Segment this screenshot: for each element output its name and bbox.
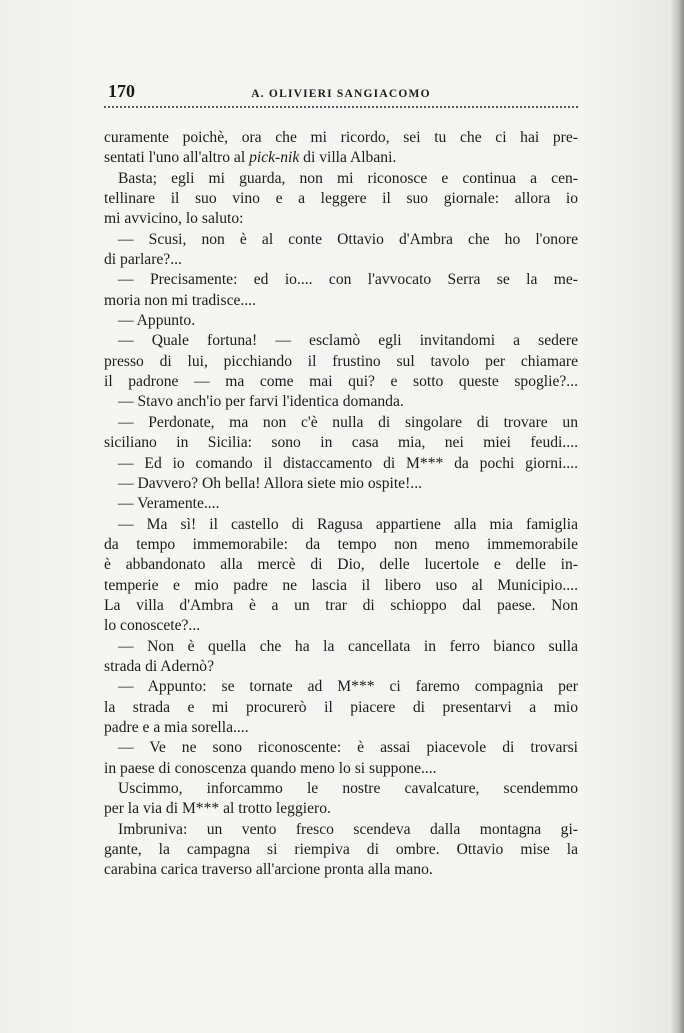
text-line [104, 128, 578, 148]
text-segment: — Veramente.... [118, 495, 220, 513]
text-segment: Uscimmo, inforcammo le nostre cavalcature, scendemmo [118, 780, 578, 797]
text-line [104, 698, 578, 718]
text-line [104, 515, 578, 535]
text-segment: gante, la campagna si riempiva di ombre. Ottavio mise la [104, 841, 578, 859]
text-line [104, 372, 578, 392]
text-line [104, 555, 578, 575]
text-line [104, 637, 578, 657]
text-line [104, 576, 578, 596]
text-segment: presso di lui, picchiando il frustino sul tavolo per chiamare [104, 352, 578, 370]
text-segment: — Scusi, non è al conte Ottavio d'Ambra che ho l'onore [118, 230, 578, 248]
text-segment: mi avvicino, lo saluto: [104, 210, 244, 228]
text-segment: — Quale fortuna! — esclamò egli invitandomi a sedere [118, 332, 578, 350]
text-line [104, 535, 578, 555]
text-segment: — Ma sì! il castello di Ragusa appartiene alla mia famiglia [118, 515, 578, 533]
text-segment: — Precisamente: ed io.... con l'avvocato Serra se la me- [118, 271, 578, 289]
text-line [104, 596, 578, 616]
text-line [104, 291, 578, 311]
text-line [104, 250, 578, 270]
text-line [104, 860, 578, 880]
page-number: 170 [108, 81, 135, 101]
text-segment: — Davvero? Oh bella! Allora siete mio ospite!... [118, 474, 422, 492]
italic-term: pick-nik [249, 149, 300, 167]
text-segment: di villa Albani. [299, 149, 397, 167]
text-segment: Imbruniva: un vento fresco scendeva dalla montagna gi- [118, 820, 578, 838]
text-line [104, 311, 578, 331]
text-line [104, 169, 578, 189]
text-segment: moria non mi tradisce.... [104, 291, 257, 309]
text-segment: da tempo immemorabile: da tempo non meno immemorabile [104, 535, 578, 553]
page-header [104, 80, 578, 106]
page-edge-shadow [670, 0, 684, 1033]
text-line [104, 474, 578, 494]
text-line [104, 779, 578, 799]
text-line [104, 799, 578, 819]
text-segment: — Ve ne sono riconoscente: è assai piacevole di trovarsi [118, 739, 578, 757]
text-segment: il padrone — ma come mai qui? e sotto queste spoglie?... [104, 373, 578, 391]
running-head: A. OLIVIERI SANGIACOMO [251, 88, 431, 100]
text-line [104, 392, 578, 412]
text-line [104, 209, 578, 229]
header-dotted-rule [104, 106, 578, 108]
text-line [104, 616, 578, 636]
text-line [104, 270, 578, 290]
text-line [104, 148, 578, 168]
text-segment: lo conoscete?... [104, 617, 201, 635]
text-segment: per la via di M*** al trotto leggiero. [104, 800, 331, 818]
text-line [104, 454, 578, 474]
text-line [104, 331, 578, 351]
text-segment: di parlare?... [104, 251, 182, 269]
text-segment: temperie e mio padre ne lascia il libero uso al Municipio.... [104, 576, 578, 594]
text-segment: siciliano in Sicilia: sono in casa mia, nei miei feudi.... [104, 434, 578, 452]
text-line [104, 413, 578, 433]
text-line [104, 820, 578, 840]
text-line [104, 230, 578, 250]
text-segment: La villa d'Ambra è a un trar di schioppo dal paese. Non [104, 596, 578, 614]
text-segment: — Perdonate, ma non c'è nulla di singolare di trovare un [118, 413, 578, 431]
text-segment: — Appunto. [118, 312, 196, 330]
text-segment: padre e a mia sorella.... [104, 718, 249, 736]
text-line [104, 657, 578, 677]
text-segment: — Appunto: se tornate ad M*** ci faremo compagnia per [118, 678, 578, 696]
text-line [104, 494, 578, 514]
text-segment: — Non è quella che ha la cancellata in ferro bianco sulla [118, 637, 578, 655]
text-segment: carabina carica traverso all'arcione pronta alla mano. [104, 861, 433, 879]
text-line [104, 189, 578, 209]
text-segment: strada di Adernò? [104, 657, 214, 675]
text-line [104, 718, 578, 738]
text-line [104, 677, 578, 697]
text-segment: curamente poichè, ora che mi ricordo, sei tu che ci hai pre- [104, 129, 578, 146]
text-segment: è abbandonato alla mercè di Dio, delle lucertole e delle in- [104, 556, 578, 574]
text-segment: — Stavo anch'io per farvi l'identica domanda. [118, 393, 404, 411]
text-segment: Basta; egli mi guarda, non mi riconosce e continua a cen- [118, 169, 578, 187]
text-segment: in paese di conoscenza quando meno lo si suppone.... [104, 759, 437, 777]
text-segment: tellinare il suo vino e a leggere il suo giornale: allora io [104, 190, 578, 208]
body-text [104, 128, 578, 881]
text-line [104, 840, 578, 860]
text-segment: la strada e mi procurerò il piacere di presentarvi a mio [104, 698, 578, 716]
text-line [104, 352, 578, 372]
text-line [104, 759, 578, 779]
text-segment: — Ed io comando il distaccamento di M*** da pochi giorni.... [118, 454, 578, 472]
text-line [104, 433, 578, 453]
text-line [104, 738, 578, 758]
text-segment: sentati l'uno all'altro al [104, 149, 250, 167]
